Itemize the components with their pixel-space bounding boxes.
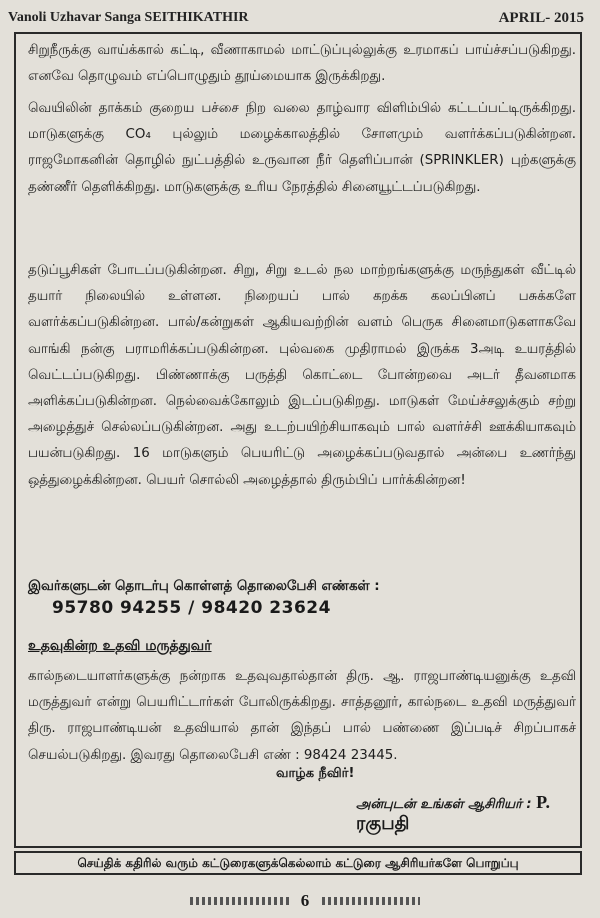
paragraph-shade-fodder: வெயிலின் தாக்கம் குறைய பச்சை நிற வலை தாழ்வார விளிம்பில் கட்டப்பட்டிருக்கிறது. மாடுகளுக்கு CO₄ புல்லும் மழைக்காலத்தில் சோளமும் வளர்க்கப்படுகின்றன. ராஜமோகனின் தொழில் நுட்பத்தில் உருவான நீர் தெளிப்பான் (SPRINKLER) புற்களுக்கு தண்ணீர் தெளிக்கிறது. மாடுகளுக்கு உரிய நேரத்தில் சினையூட்டப்படுகிறது. (28, 101, 576, 195)
editor-signature (356, 792, 580, 836)
paragraph-drainage: சிறுநீருக்கு வாய்க்கால் கட்டி, வீணாகாமல் மாட்டுப்புல்லுக்கு உரமாகப் பாய்ச்சப்படுகிறது. எனவே தொழுவம் எப்பொழுதும் தூய்மையாக இருக்கிறது. (28, 43, 576, 85)
editorial-disclaimer: செய்திக் கதிரில் வரும் கட்டுரைகளுக்கெல்லாம் கட்டுரை ஆசிரியர்களே பொறுப்பு (14, 851, 582, 875)
closing-greeting: வாழ்க நீவிர்! (276, 766, 355, 781)
issue-date: APRIL- 2015 (498, 10, 584, 26)
article-frame (14, 32, 582, 848)
section-subheading: உதவுகின்ற உதவி மருத்துவர் (28, 638, 212, 654)
contact-phone-numbers: 95780 94255 / 98420 23624 (52, 598, 331, 618)
publication-title: Vanoli Uzhavar Sanga SEITHIKATHIR (8, 10, 249, 25)
contact-intro: இவர்களுடன் தொடர்பு கொள்ளத் தொலைபேசி எண்கள் : (28, 579, 380, 594)
signature-name: P. ரகுபதி (356, 792, 550, 833)
page-footer (190, 888, 420, 914)
page-header (8, 6, 592, 30)
paragraph-cattle-care: தடுப்பூசிகள் போடப்படுகின்றன. சிறு, சிறு உடல் நல மாற்றங்களுக்கு மருந்துகள் வீட்டில் தயார் நிலையில் உள்ளன. நிறையப் பால் கறக்க கலப்பினப் பசுக்களே வளர்க்கப்படுகின்றன. பால்/கன்றுகள் ஆகியவற்றின் வளம் பெருக சினைமாடுகளாகவே வாங்கி நன்கு பராமரிக்கப்படுகின்றன. புல்வகை முதிராமல் இருக்க 3அடி உயரத்தில் வெட்டப்படுகிறது. பிண்ணாக்கு பருத்தி கொட்டை போன்றவை அடர் தீவனமாக அளிக்கப்படுகின்றன. நெல்வைக்கோலும் இடப்படுகிறது. மாடுகள் மேய்ச்சலுக்கும் சற்று அழைத்துச் செல்லப்படுகின்றன. அது உடற்பயிற்சியாகவும் பால் வளர்ச்சி ஊக்கியாகவும் பயன்படுகிறது. 16 மாடுகளும் பெயரிட்டு அழைக்கப்படுவதால் அன்பை உணர்ந்து ஒத்துழைக்கின்றன. பெயர் சொல்லி அழைத்தால் திரும்பிப் பார்க்கின்றன! (28, 263, 576, 488)
signature-prefix: அன்புடன் உங்கள் ஆசிரியர் : (356, 797, 532, 812)
paragraph-veterinarian: கால்நடையாளர்களுக்கு நன்றாக உதவுவதால்தான் திரு. ஆ. ராஜபாண்டியனுக்கு உதவி மருத்துவர் என்று பெயரிட்டார்கள் போலிருக்கிறது. சாத்தனூர், கால்நடை உதவி மருத்துவர் திரு. ராஜபாண்டியன் உதவியால் தான் இந்தப் பால் பண்ணை இப்படிச் சிறப்பாகச் செயல்படுகிறது. இவரது தொலைபேசி எண் : 98424 23445. (28, 669, 576, 763)
page-number: 6 (291, 891, 320, 911)
